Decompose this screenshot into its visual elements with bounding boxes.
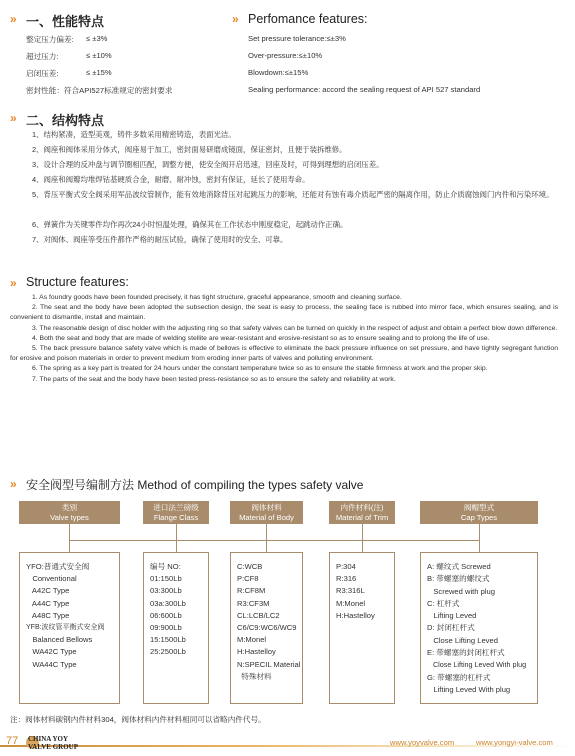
perf-cn-title: 一、性能特点 (26, 14, 105, 29)
chevron-icon: » (10, 276, 16, 290)
head-cn: 阀体材料 (251, 503, 282, 512)
head-en: Flange Class (153, 512, 199, 522)
footer (0, 735, 575, 756)
perf-en-row: Over-pressure:≤±10% (248, 51, 323, 60)
list-item: M:Monel (336, 598, 366, 608)
brand (28, 735, 78, 751)
head-cn: 内件材料(注) (340, 503, 384, 512)
connector (479, 540, 480, 552)
chevron-icon: » (232, 12, 238, 26)
connector (69, 540, 480, 541)
list-item: C: 杠杆式 (427, 598, 460, 608)
list-item: 01:150Lb (150, 574, 182, 584)
list-item: 4. Both the seat and body that are made of welding stellite are wear-resistant and erosive-resistant so as to ensure sealing and to prolong the life of use. (32, 334, 490, 342)
list-item: 3. The reasonable design of disc holder with the adjusting ring so that safety valves can be turned on quickly in the respect of adjust and obtain a perfect blow down difference. (32, 324, 558, 332)
connector (69, 524, 70, 541)
list-item: P:CF8 (237, 574, 259, 584)
list-item: Balanced Bellows (26, 635, 93, 645)
head-cn: 阀帽型式 (463, 503, 495, 512)
structure-en-title: Structure features: (26, 275, 129, 289)
list-item: 2. The seat and the body have been adopted the subsection design, the seat is easy to process, the sealing face is rubbed into mirror face, which ensures sealing, and is convenient to dismantle, install and maintain. (10, 304, 558, 322)
col-body-cap-types (420, 552, 538, 704)
list-item: R:316 (336, 574, 357, 584)
row-label: 启闭压差: (26, 69, 59, 78)
list-item: G: 带螺塞的杠杆式 (427, 672, 491, 682)
head-en: Material of Body (239, 512, 294, 522)
col-body-material-trim (329, 552, 395, 704)
connector (69, 540, 70, 552)
list-item: YFB:波纹管平衡式安全阀 (26, 624, 105, 632)
list-item: 7. The parts of the seat and the body have been tested press-resistance so as to ensure the safety and reliability at work. (32, 375, 396, 383)
row-value: ≤ ±10% (86, 51, 112, 60)
list-item: R3:CF3M (237, 598, 270, 608)
list-item: 5、背压平衡式安全阀采用军品波纹管制作，能有效地消除背压对起跳压力的影响，还能对有蚀有毒介质起严密的隔离作用，防止介质腐蚀阀门内件和污染环境。 (32, 190, 554, 199)
list-item: B: 带螺塞的螺纹式 (427, 574, 490, 584)
list-item: CL:LCB/LC2 (237, 610, 280, 620)
col-head-valve-types (19, 501, 120, 524)
list-item: H:Hastelloy (336, 610, 375, 620)
connector (362, 540, 363, 552)
list-item: D: 封闭杠杆式 (427, 623, 475, 633)
list-item: C6/C9:WC6/WC9 (237, 623, 297, 633)
head-cn: 进口法兰磅级 (153, 503, 199, 512)
perf-en-row: Sealing performance: accord the sealing request of API 527 standard (248, 85, 481, 94)
list-item: 03:300Lb (150, 586, 182, 596)
list-item: 25:2500Lb (150, 647, 186, 657)
col-head-cap-types (420, 501, 538, 524)
list-item: 4、阀座和阀瓣均堆焊钴基硬质合金，耐磨、耐冲蚀，密封有保证，延长了使用寿命。 (32, 175, 310, 184)
list-item: M:Monel (237, 635, 267, 645)
list-item: N:SPECIL Material (237, 659, 301, 669)
connector (176, 540, 177, 552)
chevron-icon: » (10, 111, 16, 125)
col-body-material-body (230, 552, 303, 704)
list-item: 3、设计合理的反冲盘与调节圈相匹配，调整方便，使安全阀开启迅速，回座及时，可得到理想的启闭压差。 (32, 160, 384, 169)
list-item: Close Lifting Leved (427, 635, 498, 645)
list-item: E: 带螺塞的封闭杠杆式 (427, 648, 505, 658)
list-item: Close Lifting Leved With plug (427, 660, 527, 670)
list-item: 15:1500Lb (150, 635, 186, 645)
list-item: 06:600Lb (150, 610, 182, 620)
method-title: 安全阀型号编制方法 Method of compiling the types safety valve (26, 478, 364, 492)
list-item: Lifting Leved (427, 611, 477, 621)
list-item: Screwed with plug (427, 586, 495, 596)
head-en: Material of Trim (335, 512, 389, 522)
structure-cn-title: 二、结构特点 (26, 113, 105, 128)
list-item: 7、对阀体、阀座等受压件都作严格的耐压试验，确保了使用时的安全、可靠。 (32, 235, 288, 244)
list-item: H:Hastelloy (237, 647, 276, 657)
list-item: R3:316L (336, 586, 365, 596)
chevron-icon: » (10, 477, 16, 491)
perf-en-title: Perfomance features: (248, 12, 368, 26)
chevron-icon: » (10, 12, 16, 26)
method-note: 注：阀体材料碳钢内件材料304，阀体材料内件材料相同可以省略内件代号。 (10, 715, 266, 724)
list-item: R:CF8M (237, 586, 266, 596)
list-item: C:WCB (237, 562, 263, 571)
head-cn: 类别 (61, 503, 78, 512)
connector (362, 524, 363, 541)
connector (479, 524, 480, 541)
structure-cn-list (10, 128, 558, 248)
perf-en-row: Set pressure tolerance:≤±3% (248, 34, 346, 43)
connector (266, 524, 267, 541)
perf-cn-seal: 密封性能：符合API527标准规定的密封要求 (26, 86, 173, 95)
list-item: 1. As foundry goods have been founded precisely, it has tight structure, graceful appearance, smooth and cleaning surface. (32, 294, 402, 301)
list-item: P:304 (336, 562, 356, 571)
list-item: 03a:300Lb (150, 598, 186, 608)
brand-cn: CHINA YOY (28, 735, 68, 743)
list-item: WA42C Type (26, 647, 77, 657)
page-number: 77 (6, 735, 19, 747)
connector (176, 524, 177, 541)
perf-cn-row (26, 34, 108, 45)
list-item: 特殊材料 (237, 671, 272, 681)
col-head-material-body (230, 501, 303, 524)
col-head-material-trim (329, 501, 395, 524)
list-item: A48C Type (26, 610, 70, 620)
row-label: 超过压力: (26, 52, 59, 61)
url-link[interactable]: www.yongyi-valve.com (476, 738, 553, 747)
perf-cn-row (26, 68, 112, 79)
head-en: Valve types (50, 512, 89, 522)
brand-en: VALVE GROUP (28, 743, 78, 751)
list-item: Conventional (26, 574, 77, 584)
perf-cn-row (26, 51, 112, 62)
list-item: WA44C Type (26, 659, 77, 669)
col-head-flange-class (143, 501, 209, 524)
row-value: ≤ ±15% (86, 68, 112, 77)
list-item: 6. The spring as a key part is treated for 24 hours under the constant temperature twice so as to ensure the stable firmness at work and the proper skip. (32, 365, 488, 373)
list-item: 09:900Lb (150, 623, 182, 633)
perf-en-row: Blowdown:≤±15% (248, 68, 309, 77)
list-item: 6、弹簧作为关键零件均作再次24小时恒温处理，确保其在工作状态中刚度稳定，起跳动作正确。 (32, 220, 348, 229)
list-item: 2、阀座和阀体采用分体式，阀座易于加工，密封面易研磨成镜面，保证密封，且便于装拆维修。 (32, 145, 347, 154)
list-item: YFO:普通式安全阀 (26, 562, 90, 571)
list-item: 编号 NO: (150, 562, 181, 571)
list-item: A42C Type (26, 586, 70, 596)
connector (266, 540, 267, 552)
row-label: 整定压力偏差: (26, 35, 74, 44)
list-item: A44C Type (26, 598, 70, 608)
list-item: 5. The back pressure balance safety valve which is made of bellows is effective to eliminate the back pressure influence on set pressure, and have tightly segregant function for erosive and poison materials in order to prevent medium from eroding inner parts of valves and polluting environment. (10, 345, 558, 363)
head-en: Cap Types (460, 512, 498, 522)
list-item: A: 螺纹式 Screwed (427, 562, 491, 571)
row-value: ≤ ±3% (86, 34, 108, 43)
structure-en-list (10, 293, 558, 385)
col-body-valve-types (19, 552, 120, 704)
list-item: 1、结构紧凑，造型美观，铸件多数采用精密铸造，表面光洁。 (32, 130, 236, 139)
col-body-flange-class (143, 552, 209, 704)
url-link[interactable]: www.yoyvalve.com (390, 738, 455, 747)
list-item: Lifting Leved With plug (427, 684, 511, 694)
